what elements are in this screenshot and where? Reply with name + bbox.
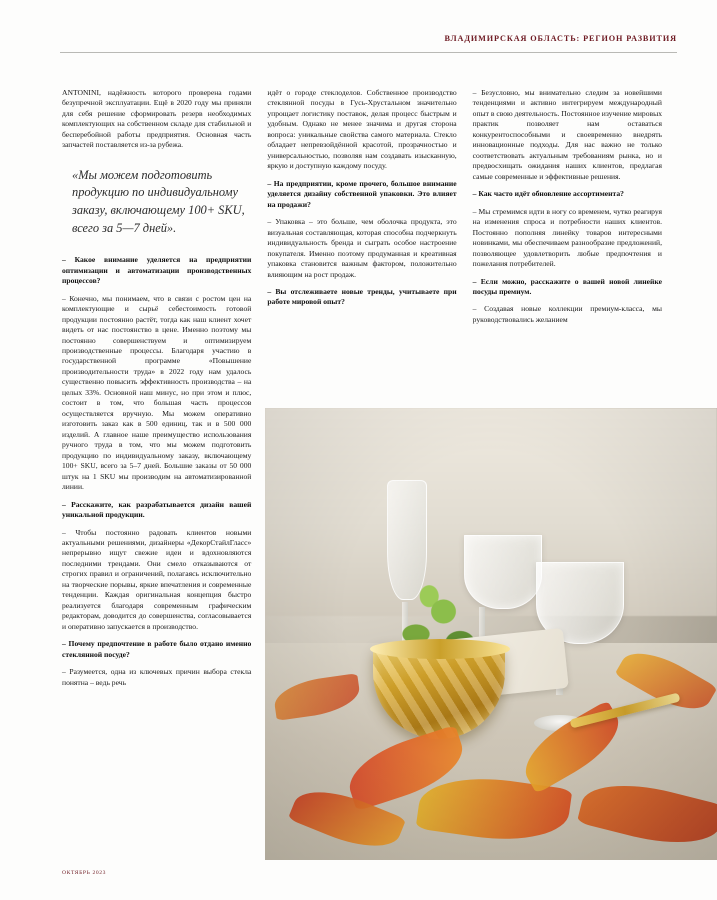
interview-question: – Расскажите, как разрабатывается дизайн вашей уникальной продукции. — [62, 499, 252, 520]
body-paragraph: идёт о городе стеклоделов. Собственное производство стеклянной посуды в Гусь-Хрустальном значительно упрощает логистику поставок, делая процесс быстрым и удобным. Однако не менее значима и другая сторона вопроса: уникальные свойства самого материала. Стекло обладает непревзойдённой красотой, прозрачностью и универсальностью, позволяя нам создавать изысканную, яркую и доступную каждому посуду. — [267, 88, 457, 171]
photo-vignette — [265, 408, 717, 860]
body-paragraph: – Безусловно, мы внимательно следим за новейшими тенденциями и активно интегрируем международный опыт в свою деятельность. Постоянное изучение мировых практик позволяет нам оставаться конкурентоспособными и своевременно внедрять инновационные подходы. Для нас важно не только соответствовать актуальным требованиям рынка, но и предвосхищать ожидания наших клиентов, предлагая самые современные и эффективные решения. — [472, 88, 662, 181]
body-paragraph: – Чтобы постоянно радовать клиентов новыми актуальными решениями, дизайнеры «ДекорСтайлГласс» непрерывно ищут свежие идеи и вдохновляются последними трендами. Они смело отказываются от строгих правил и ограничений, полагаясь исключительно на творческие порывы, яркие впечатления и современные тенденции. Каждая оригинальная концепция быстро реализуется благодаря современным графическим редакторам, доводится до совершенства, согласовывается и оперативно запускается в производство. — [62, 527, 252, 631]
interview-question: – Как часто идёт обновление ассортимента? — [472, 189, 624, 199]
interview-question: – Почему предпочтение в работе было отдано именно стеклянной посуде? — [62, 639, 252, 659]
body-paragraph: – Создавая новые коллекции премиум-класса, мы руководствовались желанием — [472, 304, 662, 324]
body-paragraph: ANTONINI, надёжность которого проверена годами безупречной эксплуатации. Ещё в 2020 году мы приняли для себя решение сформировать резерв необходимых комплектующих на собственном складе для стабильной и бесперебойной работы предприятия. Основная часть запчастей поставляется из-за рубежа. — [62, 88, 252, 150]
table-setting-photo — [265, 408, 717, 860]
running-header: ВЛАДИМИРСКАЯ ОБЛАСТЬ: РЕГИОН РАЗВИТИЯ — [444, 34, 677, 43]
body-paragraph: – Конечно, мы понимаем, что в связи с ростом цен на комплектующие и сырьё себестоимость готовой продукции постоянно растёт, тогда как наш клиент хочет видеть от нас постоянство в цене. Именно поэтому мы постоянно совершенствуем и оптимизируем производственные процессы. Благодаря участию в государственной программе «Повышение производительности труда» в 2022 году нам удалось существенно повысить эффективность производства – на целых 33%. Основной наш минус, но при этом и плюс, состоит в том, что большая часть процессов осуществляется вручную. Мы можем оперативно изготовить заказ как в 500 единиц, так и в 500 000 изделий. А главное наше преимущество использования ручного труда в том, что мы можем подготовить продукцию по индивидуальному заказу, включающему 100+ SKU, всего за 5–7 дней. Большие заказы от 50 000 штук на 1 SKU мы производим на автоматизированной линии. — [62, 293, 252, 492]
pull-quote: «Мы можем подготовить продукцию по индивидуальному заказу, включающему 100+ SKU, всего за 5—7 дней». — [72, 167, 245, 235]
interview-question: – На предприятии, кроме прочего, большое внимание уделяется дизайну собственной упаковки. Это влияет на продажи? — [267, 178, 457, 209]
body-paragraph: – Разумеется, одна из ключевых причин выбора стекла понятна – ведь речь — [62, 667, 252, 687]
interview-question: – Какое внимание уделяется на предприятии оптимизации и автоматизации производственных процессов? — [62, 255, 252, 286]
header-rule — [60, 52, 677, 53]
body-paragraph: – Упаковка – это больше, чем оболочка продукта, это визуальная составляющая, которая способна подчеркнуть индивидуальность бренда и сыграть особое настроение покупателя. Именно поэтому продуманная и креативная упаковка становится важным фактором, положительно влияющим на рост продаж. — [267, 217, 457, 279]
interview-question: – Если можно, расскажите о вашей новой линейке посуды премиум. — [472, 276, 662, 296]
column-1 — [62, 88, 251, 695]
body-paragraph: – Мы стремимся идти в ногу со временем, чутко реагируя на изменения спроса и потребности наших клиентов. Постоянно пополняя линейку товаров интересными новинками, мы обеспечиваем разнообразие предложений, позволяющее удовлетворить любые предпочтения и пожелания потребителей. — [472, 206, 662, 269]
page-folio: ОКТЯБРЬ 2023 — [62, 870, 107, 876]
interview-question: – Вы отслеживаете новые тренды, учитываете при работе мировой опыт? — [267, 286, 457, 307]
